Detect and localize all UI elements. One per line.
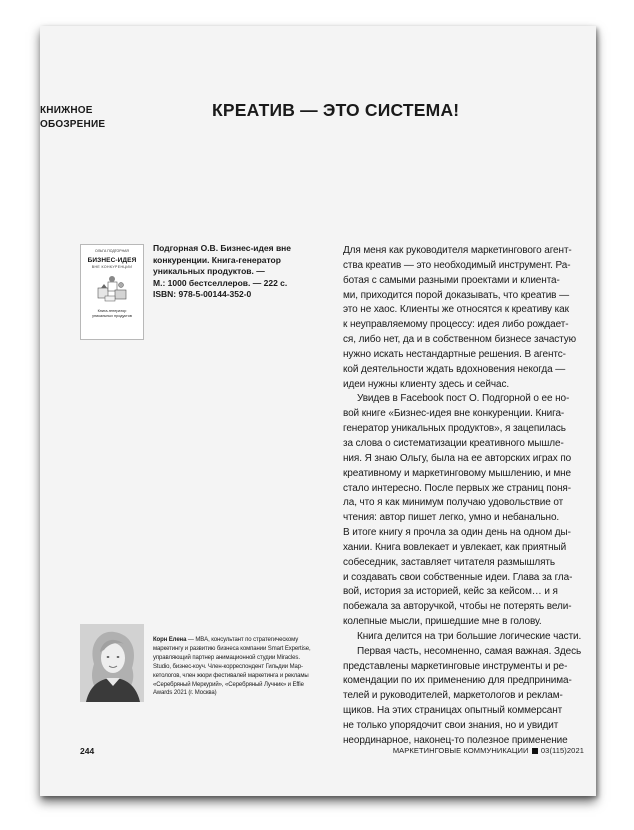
author-bio-line — [153, 645, 343, 654]
body-text-line: это не хаос. Клиенты же относятся к креативу как — [343, 304, 569, 316]
author-bio-text: «Серебряный Меркурий», «Серебряный Лучник» и Effie — [153, 681, 304, 688]
body-text-line: комендации по их применению для предпринима- — [343, 675, 572, 687]
body-text-line: к неуправляемому процессу: идея либо рождает- — [343, 319, 569, 331]
author-bio-line — [153, 636, 343, 645]
body-text-line: Книга делится на три большие логические части. — [357, 630, 582, 642]
author-bio-line — [153, 689, 343, 698]
body-text-line: собеседник, заставляет читателя размышлять — [343, 556, 556, 568]
body-text-line: за слова о систематизации креативного мышле- — [343, 437, 564, 449]
author-bio-text: Awards 2021 (г. Москва) — [153, 690, 217, 697]
author-photo — [80, 624, 144, 702]
author-bio-line — [153, 672, 343, 681]
body-text-line: представлены маркетинговые инструменты и ре- — [343, 660, 568, 672]
cover-illustration — [95, 274, 129, 304]
author-bio-text: управляющий партнер анимационной студии Miracles. — [153, 654, 300, 661]
body-text-line: ства креатив — это необходимый инструмент. Ра- — [343, 259, 571, 271]
book-cover-image — [80, 244, 144, 340]
body-text-line: не только упорядочит свои знания, но и увидит — [343, 720, 559, 731]
body-text-line: кой деятельности ждать вдохновения некогда — — [343, 363, 566, 375]
body-text-line: побежала за авторучкой, чтобы не потерять вели- — [343, 601, 572, 613]
article-body — [343, 244, 586, 749]
body-text-line: стало интересно. После первых же страниц поня- — [343, 482, 571, 494]
body-text-line: хании. Книга вовлекает и увлекает, как приятный — [343, 541, 567, 553]
page-title: КРЕАТИВ — ЭТО СИСТЕМА! — [212, 100, 460, 120]
body-text-line: неординарное, наконец-то полезное применение — [343, 734, 568, 746]
body-text-line: вой, история за историей, кейс за кейсом… и я — [343, 586, 558, 598]
body-text-line: вой книге «Бизнес-идея вне конкуренции. Книга- — [343, 408, 565, 420]
body-text-line: и создавать свои собственные идеи. Глава за гла- — [343, 571, 573, 583]
body-text-line: ботая с самыми разными проектами и клиента- — [343, 274, 560, 286]
body-text-line: чтения: автор пишет легко, умно и небанально. — [343, 512, 560, 524]
book-citation: Подгорная О.В. Бизнес-идея вне конкуренции. Книга-генератор уникальных продуктов. — М.: 1000 бестселлеров. — 222 с. ISBN: 978-5-00144-352-0 — [153, 243, 292, 299]
body-text-line: ся, либо нет, да и в собственном бизнесе зачастую — [343, 334, 577, 346]
body-text-line: щиков. На этих страницах опытный коммерсант — [343, 705, 563, 717]
cover-subtitle: ВНЕ КОНКУРЕНЦИИ — [91, 265, 133, 269]
body-text-line: Для меня как руководителя маркетингового агент- — [343, 245, 572, 256]
body-text-line: идеи нужны клиенту здесь и сейчас. — [343, 378, 510, 390]
author-portrait-image — [80, 624, 144, 702]
journal-footer — [393, 746, 584, 755]
author-bio-text: Studio, бизнес-коуч. Член-корреспондент Гильдии Мар- — [153, 663, 303, 670]
body-text-line: ла, что я как минимум получаю удовольствие от — [343, 497, 564, 509]
author-bio-line — [153, 654, 343, 663]
body-text-line: ми, приходится порой доказывать, что креатив — — [343, 289, 569, 301]
author-bio-line — [153, 663, 343, 672]
body-text-line: креативному и маркетинговому мышлению, и мне — [343, 467, 572, 479]
body-text-line: телей и руководителей, маркетологов и реклам- — [343, 690, 563, 702]
body-text-line: Увидев в Facebook пост О. Подгорной о ее но- — [357, 393, 570, 405]
author-bio-line — [153, 681, 343, 690]
body-text-line: ния. Я знаю Ольгу, была на ее авторских играх по — [343, 452, 572, 464]
cover-bottom-text: Книга-генератор уникальных продуктов — [92, 309, 132, 318]
author-bio-text: — MBA, консультант по стратегическому — [186, 637, 299, 643]
body-text-line: колепные мысли, пришедшие мне в голову. — [343, 616, 542, 628]
journal-issue: 03(115)2021 — [540, 746, 584, 755]
author-bio-text: маркетингу и развитию бизнеса компании Smart Expertise, — [153, 645, 311, 652]
body-text-line: В итоге книгу я прочла за один день на одном ды- — [343, 527, 571, 539]
section-tag: КНИЖНОЕ ОБОЗРЕНИЕ — [40, 105, 106, 130]
body-text-line: генератор уникальных продуктов», я зацепилась — [343, 423, 566, 435]
author-bio-text: кетологов, член жюри фестивалей маркетинга и рекламы — [153, 672, 309, 679]
cover-author: ОЛЬГА ПОДГОРНАЯ — [95, 249, 129, 253]
cover-title: БИЗНЕС-ИДЕЯ — [87, 257, 137, 264]
body-text-line: нужно искать нестандартные решения. В агентс- — [343, 348, 566, 360]
author-bio — [153, 636, 343, 698]
square-bullet-icon — [532, 748, 538, 754]
page-number: 244 — [80, 746, 95, 756]
author-name: Корн Елена — [153, 637, 187, 643]
journal-name: МАРКЕТИНГОВЫЕ КОММУНИКАЦИИ — [392, 746, 529, 755]
body-text-line: Первая часть, несомненно, самая важная. Здесь — [357, 645, 582, 657]
